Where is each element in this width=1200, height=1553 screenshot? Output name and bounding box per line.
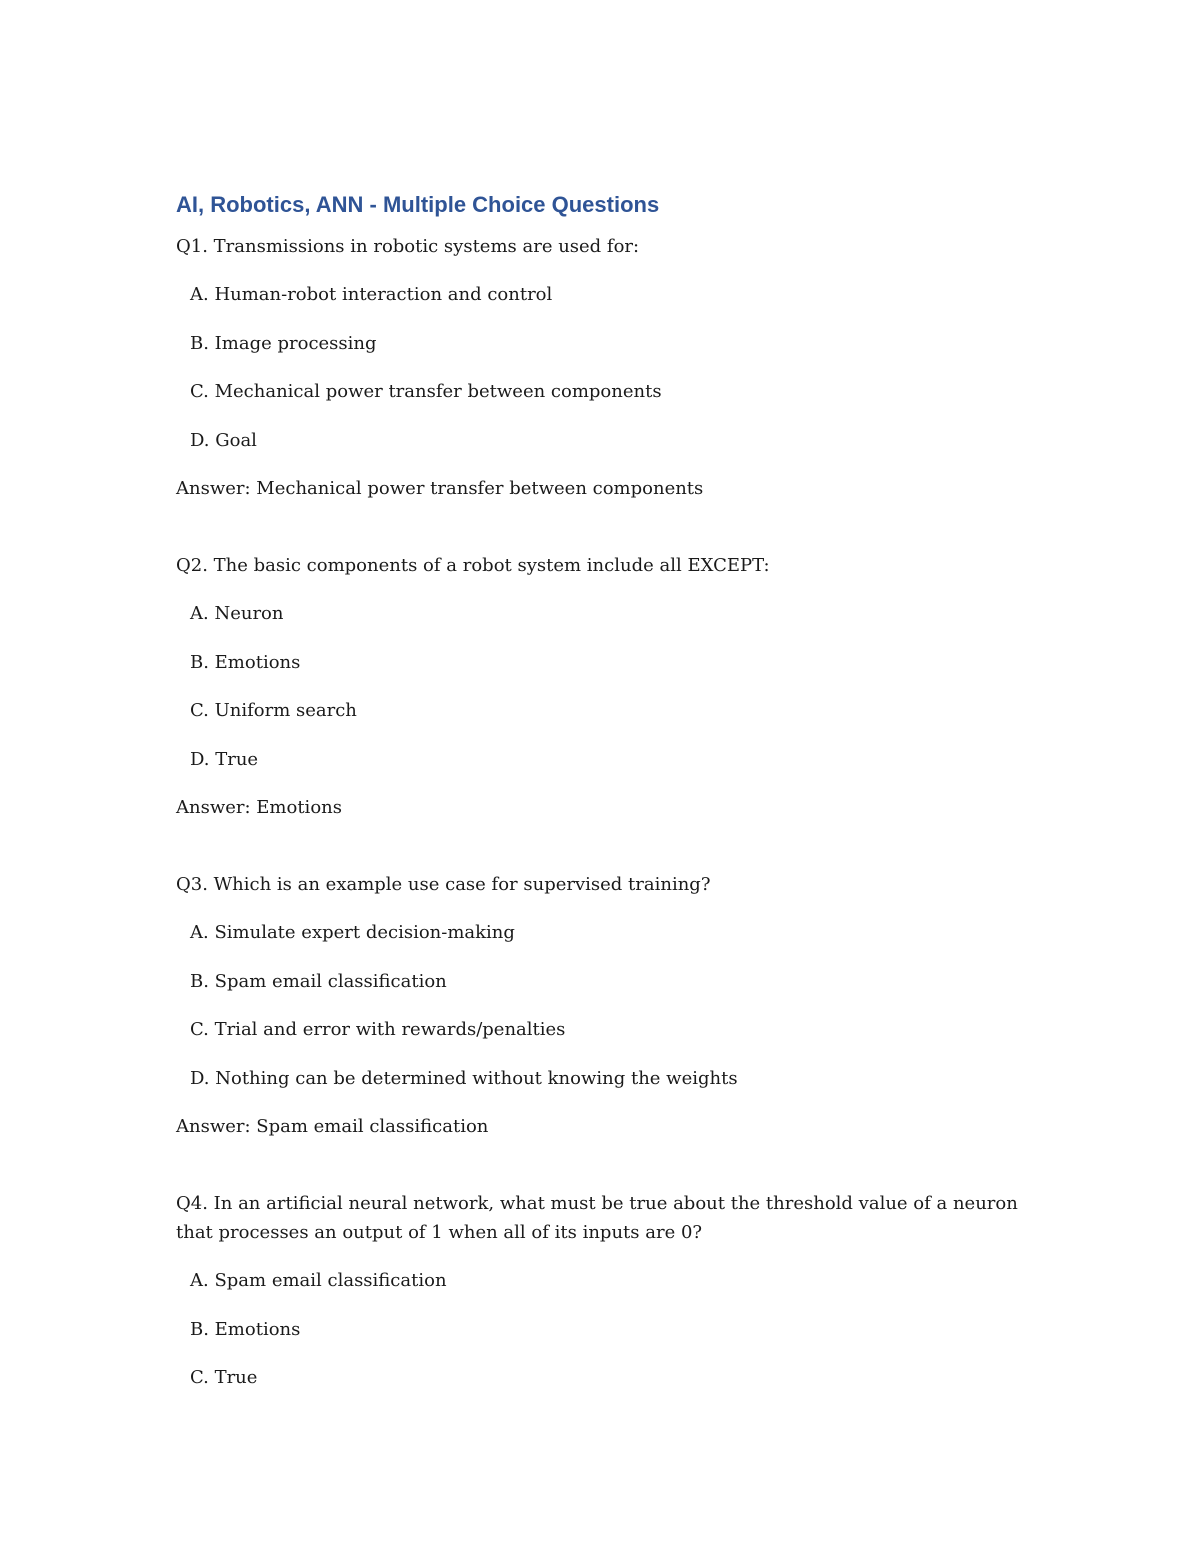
document-page [176, 188, 1036, 1412]
question-2 [176, 551, 1036, 822]
option-a: A. Neuron [190, 603, 284, 624]
answer-text: Answer: Emotions [176, 797, 342, 818]
option-d: D. True [190, 748, 259, 770]
option-b: B. Emotions [190, 1318, 301, 1340]
option-c: C. Mechanical power transfer between components [190, 381, 662, 402]
question-text: Q3. Which is an example use case for supervised training? [176, 874, 711, 895]
page-title: AI, Robotics, ANN - Multiple Choice Questions [176, 192, 660, 217]
option-a: A. Simulate expert decision-making [190, 922, 515, 943]
option-c: C. True [190, 1367, 258, 1388]
question-text: Q4. In an artificial neural network, what must be true about the threshold value of a neuron that processes an output of 1 when all of its inputs are 0? [176, 1193, 1018, 1243]
option-c: C. Trial and error with rewards/penalties [190, 1019, 566, 1040]
option-d: D. Goal [190, 429, 257, 451]
option-a: A. Human-robot interaction and control [190, 284, 553, 305]
option-b: B. Image processing [190, 332, 377, 354]
option-b: B. Spam email classification [190, 970, 447, 992]
answer-text: Answer: Spam email classification [176, 1116, 489, 1137]
option-b: B. Emotions [190, 651, 301, 673]
option-a: A. Spam email classification [190, 1270, 447, 1291]
option-d: D. Nothing can be determined without knowing the weights [190, 1067, 738, 1089]
question-3 [176, 870, 1036, 1141]
question-4 [176, 1189, 1036, 1392]
answer-text: Answer: Mechanical power transfer between components [176, 478, 704, 499]
question-text: Q1. Transmissions in robotic systems are used for: [176, 236, 640, 257]
question-text: Q2. The basic components of a robot system include all EXCEPT: [176, 555, 770, 576]
option-c: C. Uniform search [190, 700, 357, 721]
question-1 [176, 232, 1036, 503]
